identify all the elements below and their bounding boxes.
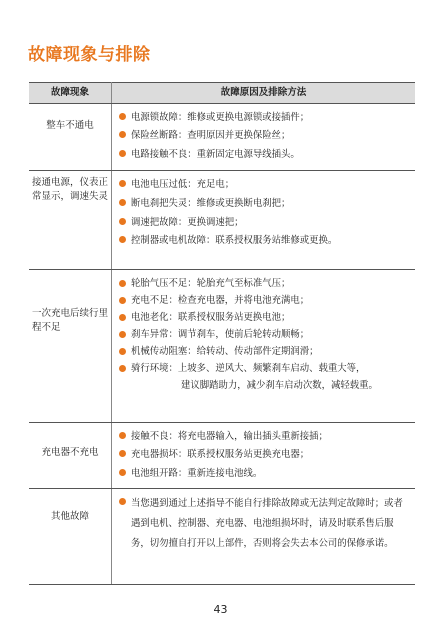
solution-list <box>119 494 411 553</box>
solution-list <box>119 276 411 394</box>
list-item: 电池电压过低：充足电； <box>119 176 411 195</box>
troubleshooting-table <box>29 82 415 585</box>
list-item: 充电不足：检查充电器，并将电池充满电； <box>119 293 411 310</box>
page-number: 43 <box>213 603 228 616</box>
solution-list <box>119 428 411 483</box>
list-item: 电路接触不良：重新固定电源导线插头。 <box>119 146 411 164</box>
list-item-continuation: 建议脚踏助力，减少刹车启动次数，减轻载重。 <box>181 379 378 391</box>
list-item: 电池组开路：重新连接电池线。 <box>119 465 411 483</box>
table-row <box>29 270 415 423</box>
list-item: 接触不良：将充电器输入，输出插头重新接插； <box>119 428 411 446</box>
solution-header: 故障原因及排除方法 <box>112 83 416 104</box>
symptom-header: 故障现象 <box>29 83 112 104</box>
list-item-text: 骑行环境：上坡多、逆风大、频繁刹车启动、载重大等， <box>131 362 366 374</box>
symptom-label: 一次充电后续行里程不足 <box>32 308 109 333</box>
list-item: 机械传动阻塞：给转动、传动部件定期润滑； <box>119 344 411 361</box>
list-item: 当您遇到通过上述指导不能自行排除故障或无法判定故障时；或者遇到电机、控制器、充电器、电池组损坏时，请及时联系售后服务，切勿擅自打开以上部件，否则将会失去本公司的保修承诺。 <box>119 494 411 553</box>
list-item: 电池老化：联系授权服务站更换电池； <box>119 310 411 327</box>
table-row <box>29 423 415 489</box>
solution-list <box>119 109 411 164</box>
list-item: 调速把故障：更换调速把； <box>119 214 411 233</box>
table-row <box>29 104 415 171</box>
table-row <box>29 489 415 585</box>
table-row <box>29 171 415 270</box>
list-item: 充电器损坏：联系授权服务站更换充电器； <box>119 446 411 464</box>
list-item: 刹车异常：调节刹车，使前后轮转动顺畅； <box>119 327 411 344</box>
list-item <box>119 361 411 395</box>
section-title: 故障现象与排除 <box>28 45 151 65</box>
symptom-label: 接通电源，仪表正常显示，调速失灵 <box>32 177 109 202</box>
list-item: 控制器或电机故障：联系授权服务站维修或更换。 <box>119 232 411 251</box>
symptom-label: 其他故障 <box>50 511 89 522</box>
symptom-label: 充电器不充电 <box>41 447 99 458</box>
list-item: 保险丝断路：查明原因并更换保险丝； <box>119 127 411 145</box>
list-item: 轮胎气压不足：轮胎充气至标准气压； <box>119 276 411 293</box>
table-header-row <box>29 83 415 104</box>
list-item: 断电刹把失灵：维修或更换断电刹把； <box>119 195 411 214</box>
symptom-label: 整车不通电 <box>46 120 94 131</box>
solution-list <box>119 176 411 251</box>
list-item: 电源锁故障：维修或更换电源锁或接插件； <box>119 109 411 127</box>
